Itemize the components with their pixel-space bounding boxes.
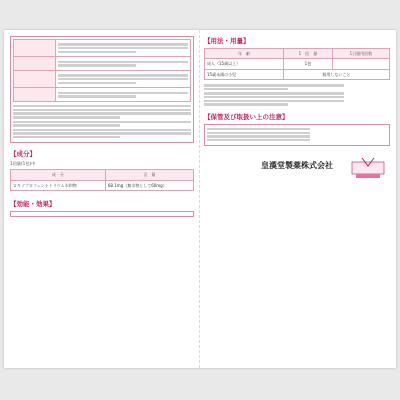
ingredient-name: ロキソプロフェンナトリウム水和物 xyxy=(11,180,106,190)
ingredients-subtitle: 1回量(1包)中 xyxy=(10,161,36,167)
numbered-note xyxy=(13,129,191,139)
company-name: 皇漢堂製薬株式会社 xyxy=(261,160,333,170)
side-effect-label xyxy=(14,40,56,57)
dosage-head-age: 年 齢 xyxy=(205,49,284,59)
sachet-tear-illustration xyxy=(348,152,388,182)
text-line xyxy=(204,103,288,105)
effects-title: 【効能・効果】 xyxy=(10,200,56,209)
text-line xyxy=(58,82,136,84)
dosage-age-adult: 成人（15歳以上） xyxy=(205,59,284,69)
ingredients-title: 【成分】 xyxy=(10,150,36,159)
table-row xyxy=(14,71,191,88)
text-line xyxy=(207,139,310,141)
text-line xyxy=(58,61,188,63)
text-line xyxy=(58,64,136,66)
text-line xyxy=(13,116,120,118)
dosage-dose-adult: 1包 xyxy=(284,59,333,69)
storage-note xyxy=(207,128,387,130)
side-effect-text xyxy=(56,40,191,57)
left-column xyxy=(10,36,194,362)
side-effect-label xyxy=(14,57,56,71)
storage-note xyxy=(207,139,387,141)
storage-title: 【保管及び取扱い上の注意】 xyxy=(204,112,289,121)
side-effects-box xyxy=(10,36,194,143)
text-line xyxy=(58,47,188,49)
dosage-dose-child: 服用しないこと xyxy=(284,69,390,79)
dosage-age-child: 15歳未満の小児 xyxy=(205,69,284,79)
text-line xyxy=(58,51,136,53)
text-line xyxy=(58,95,136,97)
table-row xyxy=(205,69,390,79)
table-row xyxy=(11,180,194,190)
text-line xyxy=(13,105,191,107)
text-line xyxy=(13,132,191,134)
side-effect-text xyxy=(56,71,191,88)
text-line xyxy=(13,121,191,123)
side-effect-text xyxy=(56,57,191,71)
ingredients-table xyxy=(10,169,194,191)
storage-note xyxy=(207,135,387,137)
table-row xyxy=(14,40,191,57)
text-line xyxy=(207,135,310,137)
numbered-note xyxy=(13,105,191,118)
table-row xyxy=(205,59,390,69)
usage-note xyxy=(204,92,344,105)
ingredients-head-component: 成 分 xyxy=(11,170,106,180)
dosage-head-dose: 1 回 量 xyxy=(284,49,333,59)
text-line xyxy=(204,84,344,86)
text-line xyxy=(204,100,344,102)
dosage-table xyxy=(204,48,390,80)
storage-box xyxy=(204,124,390,146)
side-effect-label xyxy=(14,71,56,88)
side-effect-label xyxy=(14,88,56,102)
text-line xyxy=(204,96,344,98)
text-line xyxy=(13,124,120,126)
storage-note xyxy=(207,132,387,134)
leaflet-sheet xyxy=(4,30,396,368)
text-line xyxy=(204,92,344,94)
fold-line xyxy=(199,30,200,368)
side-effect-text xyxy=(56,88,191,102)
text-line xyxy=(58,92,188,94)
effects-box xyxy=(10,211,194,217)
dosage-title: 【用法・用量】 xyxy=(204,37,250,45)
text-line xyxy=(13,112,191,114)
side-effects-table xyxy=(13,39,191,102)
text-line xyxy=(207,128,310,130)
text-line xyxy=(58,78,188,80)
numbered-note xyxy=(13,121,191,127)
text-line xyxy=(207,132,310,134)
usage-note xyxy=(204,84,344,90)
dosage-times-adult xyxy=(332,59,389,69)
table-row xyxy=(14,57,191,71)
text-line xyxy=(13,136,120,138)
table-row xyxy=(14,88,191,102)
text-line xyxy=(13,129,191,131)
text-line xyxy=(204,88,288,90)
ingredient-amount: 68.1mg（無水物として60mg） xyxy=(105,180,193,190)
text-line xyxy=(58,43,188,45)
text-line xyxy=(13,109,191,111)
ingredients-head-amount: 含 量 xyxy=(105,170,193,180)
right-column xyxy=(204,36,390,362)
text-line xyxy=(58,74,188,76)
dosage-head-times: 1日服用回数 xyxy=(332,49,389,59)
